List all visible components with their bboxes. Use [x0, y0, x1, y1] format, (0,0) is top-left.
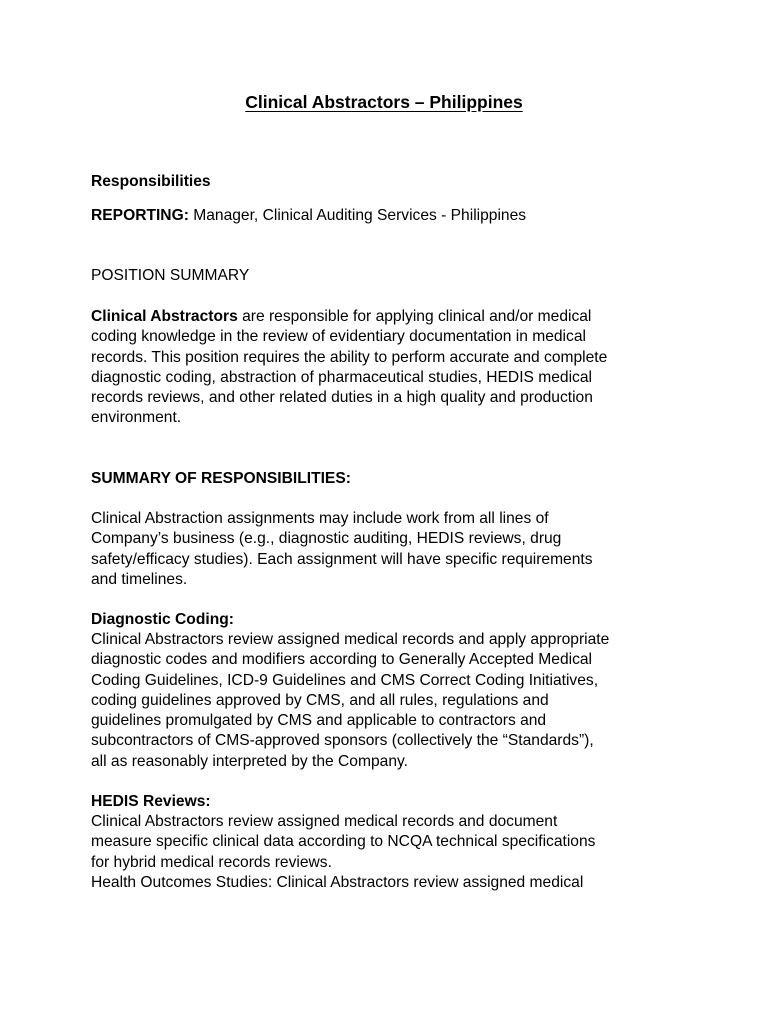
position-summary-text: are responsible for applying clinical and/or medical coding knowledge in the review of evidentiary documentation in medical records. This position requires the ability to perform accurate and complete diagnostic coding, abstraction of pharmaceutical studies, HEDIS medical records reviews, and other related duties in a high quality and production environment.: [91, 308, 608, 427]
summary-of-responsibilities-heading: SUMMARY OF RESPONSIBILITIES:: [91, 470, 351, 487]
document-title: [0, 91, 768, 113]
reporting-label: REPORTING:: [91, 207, 189, 224]
reporting-value: Manager, Clinical Auditing Services - Philippines: [188, 207, 527, 224]
summary-of-responsibilities-paragraph: Clinical Abstraction assignments may include work from all lines of Company’s business (e.g., diagnostic auditing, HEDIS reviews, drug safety/efficacy studies). Each assignment will have specific requirements and timelines.: [91, 510, 593, 588]
diagnostic-coding-heading: Diagnostic Coding:: [91, 611, 234, 628]
position-summary-paragraph: [91, 307, 691, 429]
diagnostic-coding-paragraph: Clinical Abstractors review assigned medical records and apply appropriate diagnostic codes and modifiers according to Generally Accepted Medical Coding Guidelines, ICD-9 Guidelines and CMS Correct Coding Initiatives, coding guidelines approved by CMS, and all rules, regulations and guidelines promulgated by CMS and applicable to contractors and subcontractors of CMS-approved sponsors (collectively the “Standards”), all as reasonably interpreted by the Company.: [91, 631, 610, 770]
position-summary-lead: Clinical Abstractors: [91, 308, 238, 325]
document-title-text: Clinical Abstractors – Philippines: [245, 92, 523, 112]
position-summary-heading: POSITION SUMMARY: [91, 267, 250, 284]
hedis-reviews-paragraph: Clinical Abstractors review assigned medical records and document measure specific clinical data according to NCQA technical specifications for hybrid medical records reviews. Health Outcomes Studies: Clinical Abstractors review assigned medical: [91, 813, 596, 891]
hedis-reviews-heading: HEDIS Reviews:: [91, 793, 211, 810]
responsibilities-heading: Responsibilities: [91, 173, 211, 190]
reporting-line: [91, 206, 526, 226]
